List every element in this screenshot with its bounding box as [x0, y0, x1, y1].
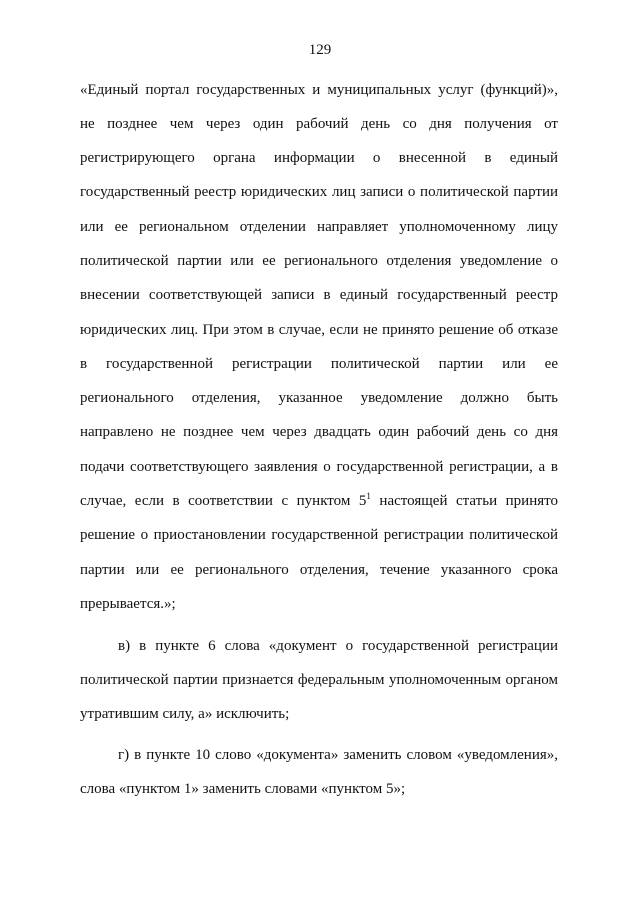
text-line: внесении соответствующей записи в единый государственный реестр: [80, 287, 558, 303]
text-line: регистрирующего органа информации о внесенной в единый: [80, 150, 558, 166]
text-line: слова «пунктом 1» заменить словами «пунктом 5»;: [80, 781, 406, 797]
text-line: утратившим силу, а» исключить;: [80, 706, 290, 722]
text-line: прерывается.»;: [80, 596, 176, 612]
text-line: не позднее чем через один рабочий день со дня получения от: [80, 116, 558, 132]
text-line: направлено не позднее чем через двадцать один рабочий день со дня: [80, 424, 558, 440]
text-line: или ее региональном отделении направляет уполномоченному лицу: [80, 219, 558, 235]
text-line-with-superscript: [80, 491, 558, 511]
text-segment: настоящей статьи принято: [370, 493, 558, 509]
text-line: «Единый портал государственных и муниципальных услуг (функций)»,: [80, 82, 558, 98]
page-number: 129: [308, 42, 332, 58]
text-segment: случае, если в соответствии с пунктом 5: [80, 493, 367, 509]
text-line: г) в пункте 10 слово «документа» заменить словом «уведомления»,: [118, 747, 558, 763]
text-line: в) в пункте 6 слова «документ о государственной регистрации: [118, 638, 558, 654]
text-line: государственный реестр юридических лиц записи о политической партии: [80, 184, 558, 200]
text-line: политической партии или ее регионального отделения уведомление о: [80, 253, 558, 269]
text-line: решение о приостановлении государственной регистрации политической: [80, 527, 558, 543]
text-line: юридических лиц. При этом в случае, если не принято решение об отказе: [80, 322, 558, 338]
text-line: партии или ее регионального отделения, течение указанного срока: [80, 562, 558, 578]
text-line: регионального отделения, указанное уведомление должно быть: [80, 390, 558, 406]
superscript: 1: [366, 491, 371, 501]
text-line: подачи соответствующего заявления о государственной регистрации, а в: [80, 459, 558, 475]
text-line: в государственной регистрации политической партии или ее: [80, 356, 558, 372]
text-line: политической партии признается федеральным уполномоченным органом: [80, 672, 558, 688]
